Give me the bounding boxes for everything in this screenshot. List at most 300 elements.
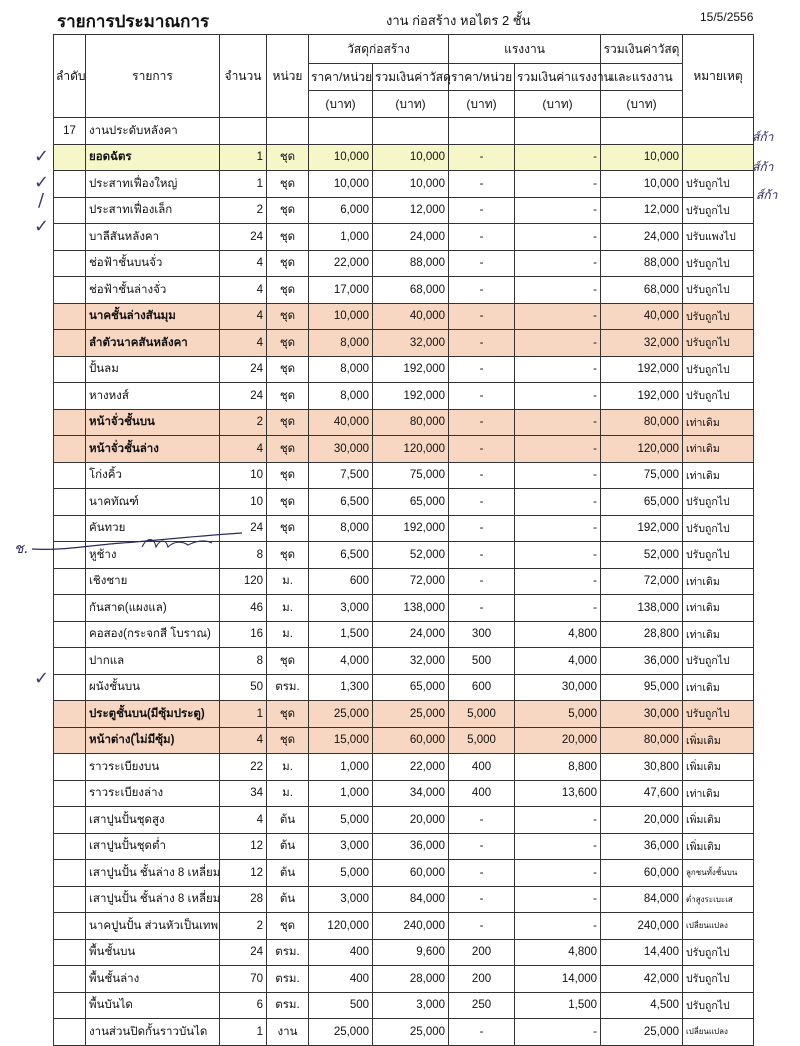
lab-total-cell: -: [515, 913, 601, 940]
item-cell: พื้นชั้นล่าง: [86, 966, 220, 993]
remark-cell: เปลี่ยนแปลง: [683, 913, 754, 940]
col-unit: หน่วย: [267, 35, 309, 118]
lab-price-cell: -: [449, 568, 515, 595]
row-number-cell: [54, 621, 86, 648]
lab-price-cell: -: [449, 197, 515, 224]
item-cell: นาคปูนปั้น ส่วนหัวเป็นเทพ: [86, 913, 220, 940]
lab-price-cell: 250: [449, 992, 515, 1019]
col-qty: จำนวน: [220, 35, 267, 118]
table-row: [54, 913, 754, 940]
lab-total-cell: -: [515, 197, 601, 224]
qty-cell: 34: [220, 780, 267, 807]
mat-price-cell: 1,000: [309, 224, 373, 251]
unit-cell: ชุด: [267, 330, 309, 357]
remark-cell: ปรับถูกไป: [683, 250, 754, 277]
mat-price-cell: 6,000: [309, 197, 373, 224]
mat-price-cell: 6,500: [309, 542, 373, 569]
item-cell: นาคชั้นล่างสันมุม: [86, 303, 220, 330]
mat-total-cell: 240,000: [373, 913, 449, 940]
item-cell: โก่งคิ้ว: [86, 462, 220, 489]
row-number-cell: [54, 860, 86, 887]
qty-cell: 1: [220, 144, 267, 171]
mat-total-cell: 10,000: [373, 171, 449, 198]
grand-total-cell: 192,000: [601, 383, 683, 410]
mat-total-cell: 36,000: [373, 833, 449, 860]
unit-cell: ชุด: [267, 489, 309, 516]
remark-cell: ปรับถูกไป: [683, 992, 754, 1019]
qty-cell: 8: [220, 648, 267, 675]
doc-title: รายการประมาณการ: [57, 12, 210, 31]
lab-total-cell: -: [515, 224, 601, 251]
row-number-cell: [54, 303, 86, 330]
lab-total-cell: 30,000: [515, 674, 601, 701]
row-number-cell: [54, 992, 86, 1019]
grand-total-cell: 80,000: [601, 727, 683, 754]
grand-total-cell: 14,400: [601, 939, 683, 966]
unit-cell: ชุด: [267, 701, 309, 728]
unit-baht: (บาท): [309, 91, 373, 118]
grand-total-cell: 4,500: [601, 992, 683, 1019]
unit-cell: ชุด: [267, 383, 309, 410]
grand-total-cell: 28,800: [601, 621, 683, 648]
mat-total-cell: 52,000: [373, 542, 449, 569]
lab-price-cell: -: [449, 807, 515, 834]
row-number-cell: [54, 568, 86, 595]
qty-cell: 24: [220, 939, 267, 966]
row-number-cell: [54, 356, 86, 383]
item-cell: ช่อฟ้าชั้นบนจั่ว: [86, 250, 220, 277]
unit-cell: ม.: [267, 568, 309, 595]
unit-cell: ชุด: [267, 144, 309, 171]
handwritten-strike-icon: [22, 525, 247, 555]
mat-total-cell: 68,000: [373, 277, 449, 304]
grand-total-cell: 80,000: [601, 409, 683, 436]
row-number-cell: [54, 250, 86, 277]
remark-cell: เพิ่มเติม: [683, 833, 754, 860]
item-cell: หน้าต่าง(ไม่มีซุ้ม): [86, 727, 220, 754]
item-cell: ประสาทเฟื่องเล็ก: [86, 197, 220, 224]
unit-cell: ตรม.: [267, 966, 309, 993]
item-cell: ราวระเบียงล่าง: [86, 780, 220, 807]
row-number-cell: [54, 409, 86, 436]
item-cell: ประตูชั้นบน(มีซุ้มประตู): [86, 701, 220, 728]
lab-price-cell: -: [449, 330, 515, 357]
grand-total-cell: 95,000: [601, 674, 683, 701]
mat-total-cell: 25,000: [373, 701, 449, 728]
item-cell: นาคทัณฑ์: [86, 489, 220, 516]
lab-total-cell: -: [515, 250, 601, 277]
lab-price-cell: 200: [449, 966, 515, 993]
unit-cell: ชุด: [267, 250, 309, 277]
mat-price-cell: 10,000: [309, 303, 373, 330]
grand-total-cell: 24,000: [601, 224, 683, 251]
mat-total-cell: 80,000: [373, 409, 449, 436]
grand-total-cell: 47,600: [601, 780, 683, 807]
lab-total-cell: -: [515, 383, 601, 410]
mat-total-cell: 65,000: [373, 489, 449, 516]
unit-cell: ตรม.: [267, 674, 309, 701]
lab-price-cell: -: [449, 303, 515, 330]
mat-price-cell: 6,500: [309, 489, 373, 516]
lab-total-cell: -: [515, 409, 601, 436]
grand-total-cell: 20,000: [601, 807, 683, 834]
mat-price-cell: 40,000: [309, 409, 373, 436]
check-mark-icon: ✓: [34, 216, 50, 237]
table-row: [54, 621, 754, 648]
table-row: [54, 780, 754, 807]
remark-cell: ปรับถูกไป: [683, 303, 754, 330]
mat-total-cell: 10,000: [373, 144, 449, 171]
mat-price-cell: 15,000: [309, 727, 373, 754]
row-number-cell: [54, 886, 86, 913]
lab-total-cell: 1,500: [515, 992, 601, 1019]
lab-price-cell: -: [449, 356, 515, 383]
unit-cell: ต้น: [267, 886, 309, 913]
grand-total-cell: 42,000: [601, 966, 683, 993]
mat-price-cell: 400: [309, 939, 373, 966]
table-row: [54, 436, 754, 463]
grand-total-cell: 32,000: [601, 330, 683, 357]
qty-cell: 10: [220, 489, 267, 516]
qty-cell: 24: [220, 356, 267, 383]
lab-price-cell: 400: [449, 780, 515, 807]
remark-cell: ปรับถูกไป: [683, 330, 754, 357]
section-number: 17: [54, 118, 86, 145]
mat-total-cell: 60,000: [373, 860, 449, 887]
lab-price-cell: -: [449, 224, 515, 251]
lab-price-cell: -: [449, 833, 515, 860]
check-mark-icon: /: [38, 190, 45, 211]
mat-price-cell: 1,000: [309, 754, 373, 781]
lab-total-cell: -: [515, 568, 601, 595]
item-cell: งานส่วนปิดกั้นราวบันได: [86, 1019, 220, 1046]
mat-total-cell: 32,000: [373, 648, 449, 675]
qty-cell: 46: [220, 595, 267, 622]
item-cell: เสาปูนปั้นชุดต่ำ: [86, 833, 220, 860]
lab-total-cell: -: [515, 860, 601, 887]
lab-price-cell: -: [449, 144, 515, 171]
grand-total-cell: 75,000: [601, 462, 683, 489]
grand-total-cell: 30,800: [601, 754, 683, 781]
grand-total-cell: 240,000: [601, 913, 683, 940]
item-cell: เสาปูนปั้น ชั้นล่าง 8 เหลี่ยม: [86, 860, 220, 887]
job-title: งาน ก่อสร้าง หอไตร 2 ชั้น: [386, 13, 531, 28]
lab-total-cell: -: [515, 462, 601, 489]
lab-price-cell: -: [449, 462, 515, 489]
remark-cell: ต่ำสูงระเบะเส: [683, 886, 754, 913]
unit-cell: ชุด: [267, 515, 309, 542]
unit-cell: ชุด: [267, 727, 309, 754]
remark-cell: เพิ่มเติม: [683, 754, 754, 781]
unit-cell: ชุด: [267, 409, 309, 436]
remark-cell: ปรับถูกไป: [683, 383, 754, 410]
lab-price-cell: 5,000: [449, 701, 515, 728]
table-row: [54, 754, 754, 781]
mat-price-cell: 8,000: [309, 356, 373, 383]
mat-price-cell: 7,500: [309, 462, 373, 489]
unit-cell: ม.: [267, 754, 309, 781]
col-remark: หมายเหตุ: [683, 35, 754, 118]
table-row: [54, 224, 754, 251]
qty-cell: 4: [220, 277, 267, 304]
item-cell: หูช้าง: [86, 542, 220, 569]
table-row: [54, 250, 754, 277]
row-number-cell: [54, 727, 86, 754]
page-header: [0, 0, 800, 34]
mat-price-cell: 4,000: [309, 648, 373, 675]
grand-total-cell: 192,000: [601, 515, 683, 542]
item-cell: หน้าจั่วชั้นบน: [86, 409, 220, 436]
remark-cell: เท่าเดิม: [683, 674, 754, 701]
remark-cell: เพิ่มเติม: [683, 727, 754, 754]
qty-cell: 12: [220, 833, 267, 860]
grand-total-cell: 72,000: [601, 568, 683, 595]
unit-baht: (บาท): [515, 91, 601, 118]
table-row: [54, 860, 754, 887]
qty-cell: 1: [220, 171, 267, 198]
unit-cell: ตรม.: [267, 992, 309, 1019]
qty-cell: 12: [220, 860, 267, 887]
row-number-cell: [54, 330, 86, 357]
mat-price-cell: 10,000: [309, 171, 373, 198]
mat-total-cell: 192,000: [373, 383, 449, 410]
handwritten-annotation: ช.: [14, 541, 28, 557]
unit-baht: (บาท): [373, 91, 449, 118]
row-number-cell: [54, 674, 86, 701]
row-number-cell: [54, 966, 86, 993]
lab-price-cell: -: [449, 277, 515, 304]
mat-total-cell: 22,000: [373, 754, 449, 781]
table-row: [54, 356, 754, 383]
grand-total-cell: 120,000: [601, 436, 683, 463]
row-number-cell: [54, 595, 86, 622]
item-cell: พื้นชั้นบน: [86, 939, 220, 966]
mat-price-cell: 5,000: [309, 807, 373, 834]
grand-total-cell: 25,000: [601, 1019, 683, 1046]
table-body: [54, 118, 754, 1046]
row-number-cell: [54, 489, 86, 516]
item-cell: ช่อฟ้าชั้นล่างจั่ว: [86, 277, 220, 304]
row-number-cell: [54, 754, 86, 781]
table-row: [54, 648, 754, 675]
margin-note-scribble: ส์ก้า: [756, 188, 778, 202]
grand-total-cell: 10,000: [601, 171, 683, 198]
unit-cell: ต้น: [267, 860, 309, 887]
mat-total-cell: 32,000: [373, 330, 449, 357]
qty-cell: 28: [220, 886, 267, 913]
mat-total-cell: 25,000: [373, 1019, 449, 1046]
grand-total-cell: 65,000: [601, 489, 683, 516]
table-row: [54, 992, 754, 1019]
lab-price-cell: -: [449, 171, 515, 198]
item-cell: ผนังชั้นบน: [86, 674, 220, 701]
remark-cell: เท่าเดิม: [683, 595, 754, 622]
unit-cell: ต้น: [267, 807, 309, 834]
lab-total-cell: 4,800: [515, 939, 601, 966]
item-cell: ประสาทเฟื่องใหญ่: [86, 171, 220, 198]
lab-total-cell: -: [515, 436, 601, 463]
grand-total-cell: 10,000: [601, 144, 683, 171]
grand-total-cell: 192,000: [601, 356, 683, 383]
lab-price-cell: -: [449, 250, 515, 277]
table-row: [54, 409, 754, 436]
remark-cell: เท่าเดิม: [683, 568, 754, 595]
unit-cell: ตรม.: [267, 939, 309, 966]
remark-cell: เท่าเดิม: [683, 436, 754, 463]
col-grand-total-2: และแรงงาน: [601, 64, 683, 91]
table-row: [54, 197, 754, 224]
qty-cell: 4: [220, 436, 267, 463]
item-cell: ยอดฉัตร: [86, 144, 220, 171]
unit-cell: ชุด: [267, 542, 309, 569]
lab-total-cell: -: [515, 144, 601, 171]
lab-total-cell: -: [515, 886, 601, 913]
table-row: [54, 939, 754, 966]
lab-total-cell: 14,000: [515, 966, 601, 993]
mat-price-cell: 10,000: [309, 144, 373, 171]
lab-total-cell: -: [515, 515, 601, 542]
table-row: [54, 595, 754, 622]
qty-cell: 2: [220, 197, 267, 224]
mat-total-cell: 24,000: [373, 621, 449, 648]
lab-price-cell: 5,000: [449, 727, 515, 754]
mat-total-cell: 34,000: [373, 780, 449, 807]
col-no: ลำดับ: [54, 35, 86, 118]
lab-total-cell: 20,000: [515, 727, 601, 754]
qty-cell: 22: [220, 754, 267, 781]
mat-price-cell: 500: [309, 992, 373, 1019]
remark-cell: ปรับถูกไป: [683, 277, 754, 304]
lab-price-cell: 300: [449, 621, 515, 648]
qty-cell: 4: [220, 727, 267, 754]
lab-total-cell: -: [515, 356, 601, 383]
table-row: [54, 886, 754, 913]
check-mark-icon: ✓: [34, 668, 50, 689]
remark-cell: ปรับถูกไป: [683, 489, 754, 516]
mat-price-cell: 30,000: [309, 436, 373, 463]
qty-cell: 2: [220, 409, 267, 436]
grand-total-cell: 60,000: [601, 860, 683, 887]
item-cell: พื้นบันได: [86, 992, 220, 1019]
table-header: [54, 35, 754, 118]
qty-cell: 70: [220, 966, 267, 993]
row-number-cell: [54, 701, 86, 728]
item-cell: เสาปูนปั้น ชั้นล่าง 8 เหลี่ยม: [86, 886, 220, 913]
remark-cell: ปรับถูกไป: [683, 701, 754, 728]
lab-total-cell: -: [515, 277, 601, 304]
table-row: [54, 727, 754, 754]
table-row: [54, 674, 754, 701]
qty-cell: 4: [220, 250, 267, 277]
table-row: [54, 277, 754, 304]
mat-total-cell: 72,000: [373, 568, 449, 595]
unit-cell: ม.: [267, 595, 309, 622]
grand-total-cell: 36,000: [601, 833, 683, 860]
mat-price-cell: 25,000: [309, 701, 373, 728]
row-number-cell: [54, 939, 86, 966]
lab-price-cell: -: [449, 1019, 515, 1046]
remark-cell: ลูกชนทั้งชั้นบน: [683, 860, 754, 887]
lab-total-cell: -: [515, 303, 601, 330]
unit-cell: ชุด: [267, 197, 309, 224]
remark-cell: เท่าเดิม: [683, 780, 754, 807]
unit-cell: งาน: [267, 1019, 309, 1046]
mat-price-cell: 3,000: [309, 886, 373, 913]
table-row: [54, 489, 754, 516]
lab-total-cell: -: [515, 330, 601, 357]
mat-total-cell: 120,000: [373, 436, 449, 463]
unit-baht: (บาท): [601, 91, 683, 118]
mat-total-cell: 88,000: [373, 250, 449, 277]
unit-cell: ชุด: [267, 648, 309, 675]
remark-cell: เปลี่ยนแปลง: [683, 1019, 754, 1046]
mat-total-cell: 60,000: [373, 727, 449, 754]
table-row: [54, 966, 754, 993]
lab-total-cell: -: [515, 542, 601, 569]
col-grand-total: รวมเงินค่าวัสดุ: [601, 35, 683, 64]
item-cell: กันสาด(แผงแล): [86, 595, 220, 622]
lab-price-cell: -: [449, 860, 515, 887]
grand-total-cell: 30,000: [601, 701, 683, 728]
mat-price-cell: 8,000: [309, 383, 373, 410]
mat-price-cell: 1,300: [309, 674, 373, 701]
mat-price-cell: 3,000: [309, 595, 373, 622]
table-row: [54, 383, 754, 410]
lab-total-cell: 13,600: [515, 780, 601, 807]
row-number-cell: [54, 807, 86, 834]
lab-total-cell: -: [515, 807, 601, 834]
lab-total-cell: 8,800: [515, 754, 601, 781]
lab-price-cell: -: [449, 595, 515, 622]
mat-total-cell: 65,000: [373, 674, 449, 701]
mat-total-cell: 192,000: [373, 356, 449, 383]
table-row: [54, 807, 754, 834]
grand-total-cell: 40,000: [601, 303, 683, 330]
lab-price-cell: -: [449, 436, 515, 463]
unit-cell: ชุด: [267, 913, 309, 940]
mat-price-cell: 8,000: [309, 515, 373, 542]
remark-cell: ปรับถูกไป: [683, 648, 754, 675]
margin-note-scribble: ส์ก้า: [752, 160, 774, 174]
qty-cell: 24: [220, 515, 267, 542]
table-row: [54, 833, 754, 860]
mat-total-cell: 24,000: [373, 224, 449, 251]
section-title: งานประดับหลังคา: [86, 118, 220, 145]
lab-total-cell: -: [515, 595, 601, 622]
item-cell: หน้าจั่วชั้นล่าง: [86, 436, 220, 463]
check-mark-icon: ✓: [34, 146, 50, 167]
table-row: [54, 171, 754, 198]
row-number-cell: [54, 1019, 86, 1046]
item-cell: เชิงชาย: [86, 568, 220, 595]
lab-price-cell: 400: [449, 754, 515, 781]
qty-cell: 120: [220, 568, 267, 595]
margin-note-scribble: ส์ก้า: [752, 130, 774, 144]
item-cell: คอสอง(กระจกสี โบราณ): [86, 621, 220, 648]
remark-cell: ปรับถูกไป: [683, 939, 754, 966]
unit-cell: ม.: [267, 780, 309, 807]
item-cell: บาลีสันหลังคา: [86, 224, 220, 251]
unit-cell: ชุด: [267, 462, 309, 489]
table-row: [54, 303, 754, 330]
row-number-cell: [54, 833, 86, 860]
mat-total-cell: 75,000: [373, 462, 449, 489]
mat-price-cell: 600: [309, 568, 373, 595]
qty-cell: 4: [220, 807, 267, 834]
lab-total-cell: -: [515, 1019, 601, 1046]
item-cell: เสาปูนปั้นชุดสูง: [86, 807, 220, 834]
lab-price-cell: -: [449, 886, 515, 913]
